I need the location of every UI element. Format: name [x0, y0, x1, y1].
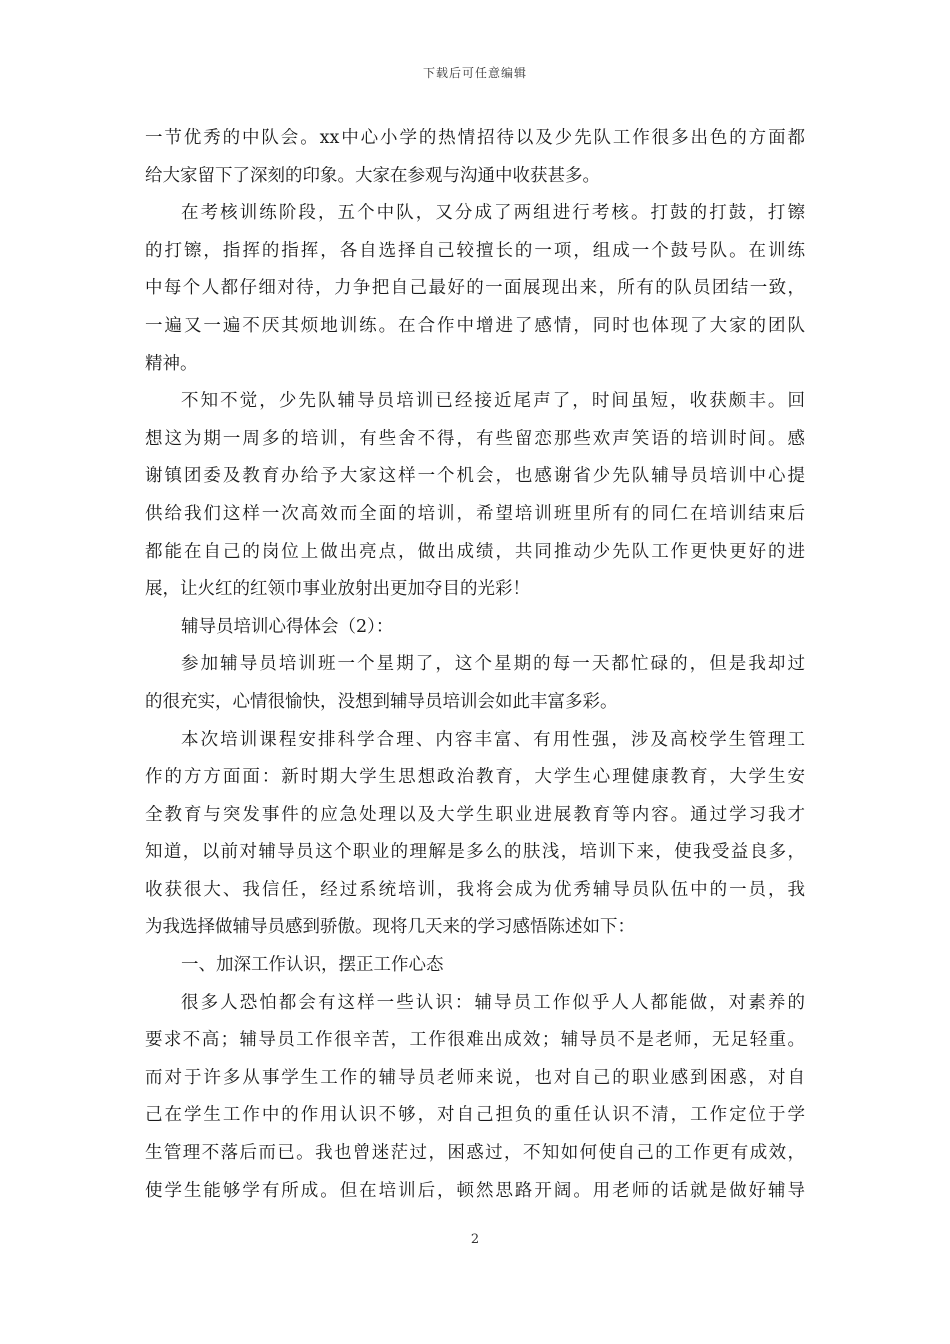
- text-line: 一、加深工作认识，摆正工作心态: [181, 955, 444, 976]
- document-body: [145, 120, 805, 1210]
- text-line: 供给我们这样一次高效而全面的培训，希望培训班里所有的同仁在培训结束后: [145, 503, 805, 524]
- text-line: 使学生能够学有所成。但在培训后，顿然思路开阔。用老师的话就是做好辅导: [145, 1180, 805, 1201]
- text-line: 很多人恐怕都会有这样一些认识：辅导员工作似乎人人都能做，对素养的: [181, 992, 805, 1013]
- text-line: 一节优秀的中队会。xx中心小学的热情招待以及少先队工作很多出色的方面都: [145, 128, 805, 148]
- text-line: 给大家留下了深刻的印象。大家在参观与沟通中收获甚多。: [145, 165, 600, 186]
- text-line: 辅导员培训心得体会（2）：: [181, 616, 394, 637]
- text-line: 展，让火红的红领巾事业放射出更加夺目的光彩！: [145, 579, 530, 600]
- text-line: 要求不高；辅导员工作很辛苦，工作很难出成效；辅导员不是老师，无足轻重。: [145, 1030, 805, 1051]
- text-line: 为我选择做辅导员感到骄傲。现将几天来的学习感悟陈述如下：: [145, 917, 635, 938]
- text-line: 想这为期一周多的培训，有些舍不得，有些留恋那些欢声笑语的培训时间。感: [145, 428, 805, 449]
- text-line: 都能在自己的岗位上做出亮点，做出成绩，共同推动少先队工作更快更好的进: [145, 541, 805, 562]
- page-number: 2: [470, 1232, 480, 1247]
- text-line: 在考核训练阶段，五个中队，又分成了两组进行考核。打鼓的打鼓，打镲: [181, 203, 805, 224]
- text-line: 的打镲，指挥的指挥，各自选择自己较擅长的一项，组成一个鼓号队。在训练: [145, 240, 805, 261]
- text-line: 中每个人都仔细对待，力争把自己最好的一面展现出来，所有的队员团结一致，: [145, 278, 805, 299]
- text-line: 的很充实，心情很愉快，没想到辅导员培训会如此丰富多彩。: [145, 691, 618, 712]
- text-line: 一遍又一遍不厌其烦地训练。在合作中增进了感情，同时也体现了大家的团队: [145, 315, 805, 336]
- page-header: 下载后可任意编辑: [422, 66, 527, 80]
- text-line: 作的方方面面：新时期大学生思想政治教育，大学生心理健康教育，大学生安: [145, 767, 805, 788]
- text-line: 参加辅导员培训班一个星期了，这个星期的每一天都忙碌的，但是我却过: [181, 654, 805, 675]
- text-line: 不知不觉，少先队辅导员培训已经接近尾声了，时间虽短，收获颇丰。回: [181, 391, 805, 412]
- text-line: 而对于许多从事学生工作的辅导员老师来说，也对自己的职业感到困惑，对自: [145, 1067, 805, 1088]
- text-line: 本次培训课程安排科学合理、内容丰富、有用性强，涉及高校学生管理工: [181, 729, 805, 750]
- text-line: 知道，以前对辅导员这个职业的理解是多么的肤浅，培训下来，使我受益良多，: [145, 842, 805, 863]
- text-line: 生管理不落后而已。我也曾迷茫过，困惑过，不知如何使自己的工作更有成效，: [145, 1143, 805, 1164]
- text-line: 己在学生工作中的作用认识不够，对自己担负的重任认识不清，工作定位于学: [145, 1105, 805, 1126]
- text-line: 精神。: [145, 353, 198, 374]
- text-line: 全教育与突发事件的应急处理以及大学生职业进展教育等内容。通过学习我才: [145, 804, 805, 825]
- text-line: 收获很大、我信任，经过系统培训，我将会成为优秀辅导员队伍中的一员，我: [145, 879, 805, 900]
- text-line: 谢镇团委及教育办给予大家这样一个机会，也感谢省少先队辅导员培训中心提: [145, 466, 805, 487]
